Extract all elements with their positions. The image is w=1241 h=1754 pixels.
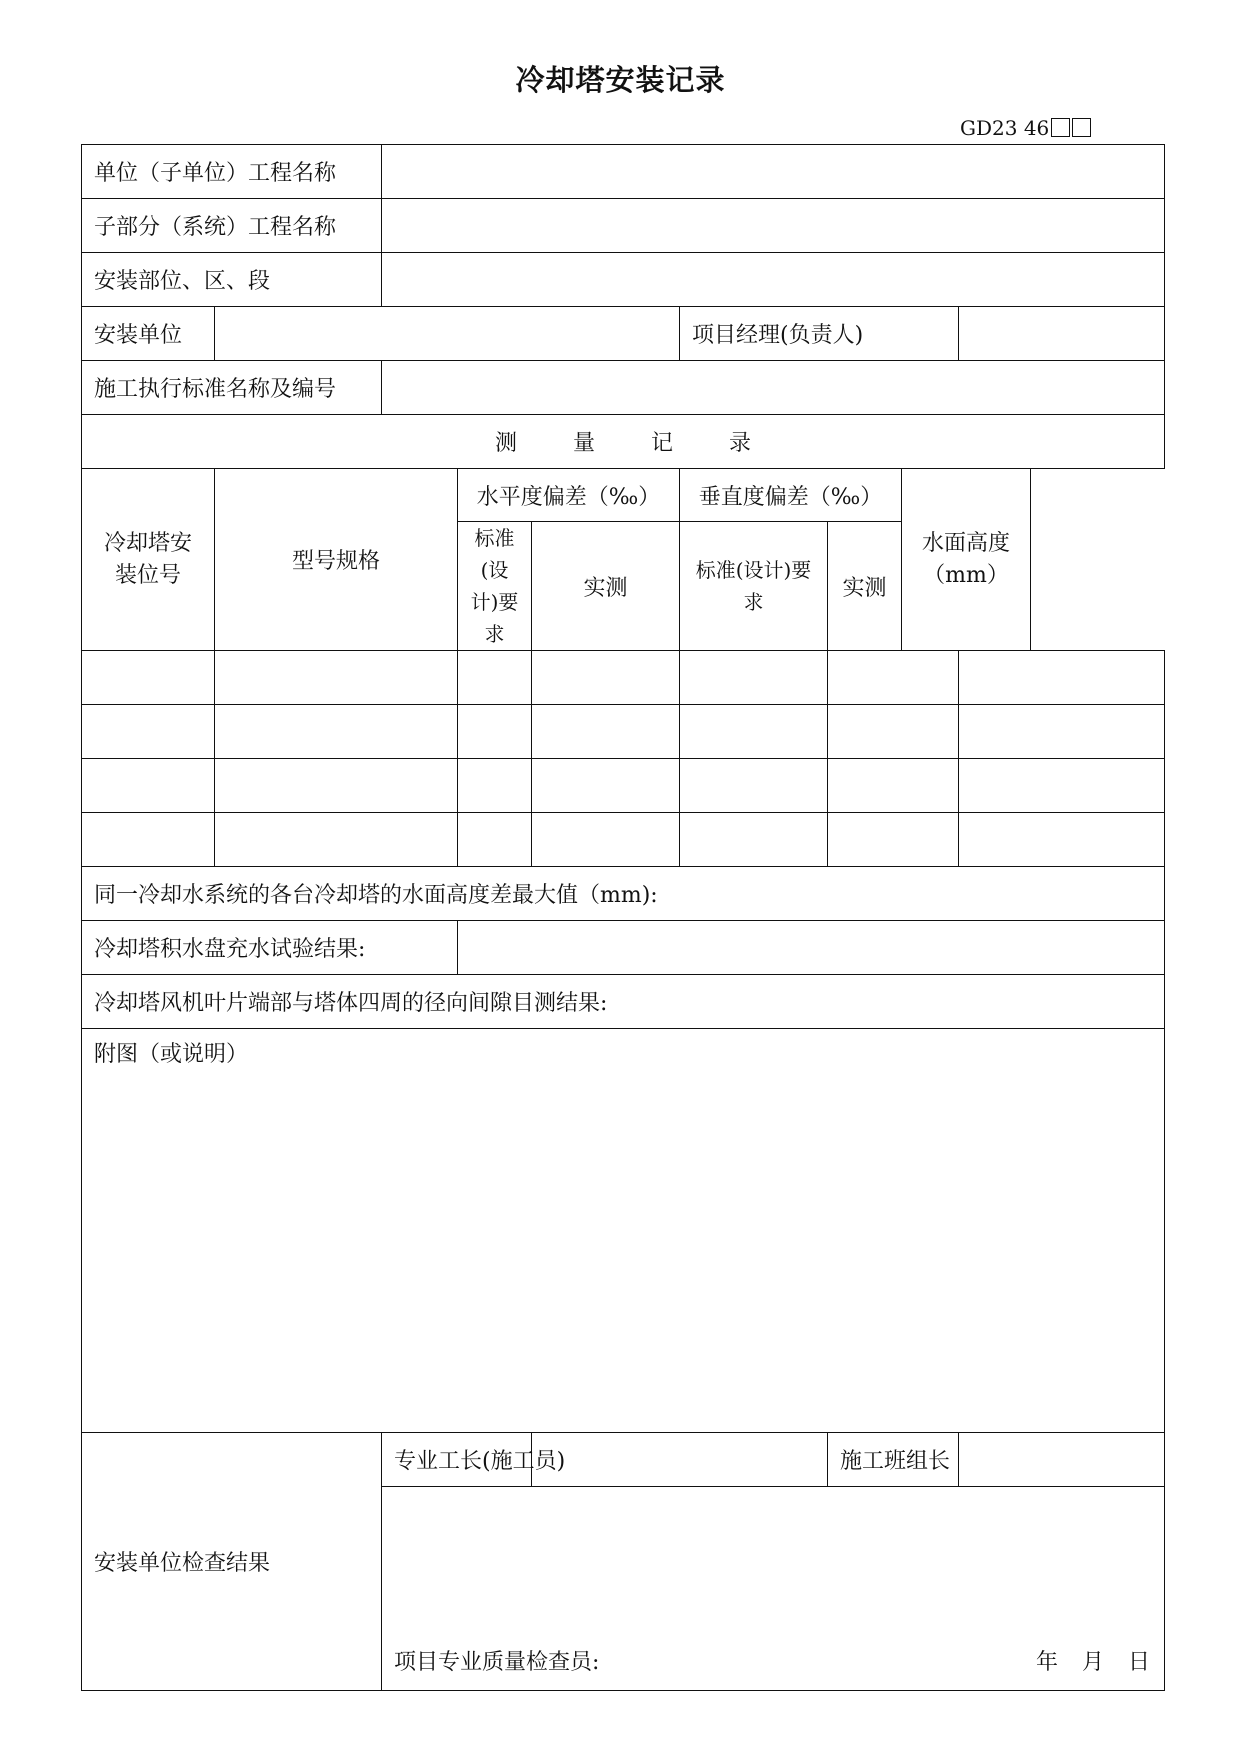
install-unit-field[interactable] <box>215 307 680 361</box>
table-row <box>82 759 1165 813</box>
measure-char: 量 <box>572 431 595 456</box>
unit-project-label: 单位（子单位）工程名称 <box>82 145 382 199</box>
water-height-header: 水面高度（mm） <box>902 469 1031 651</box>
cell-vert-measured[interactable] <box>828 813 959 867</box>
level-measured-header: 实测 <box>532 522 680 651</box>
measure-record-heading <box>82 415 1165 469</box>
measure-char: 测 <box>494 431 517 456</box>
level-dev-header: 水平度偏差（‰） <box>458 469 680 522</box>
month-label: 月 <box>1081 1650 1104 1675</box>
fill-test-field[interactable] <box>458 921 1165 975</box>
sub-project-field[interactable] <box>382 199 1165 253</box>
unit-project-field[interactable] <box>382 145 1165 199</box>
check-result-text: 安装单位检查结果 <box>94 1551 271 1576</box>
measure-char: 记 <box>651 431 674 456</box>
date-fields <box>1012 1645 1150 1676</box>
standard-label: 施工执行标准名称及编号 <box>82 361 382 415</box>
level-std-header: 标准(设计)要求 <box>458 522 532 651</box>
attachment-label: 附图（或说明） <box>94 1042 249 1067</box>
foreman-label: 专业工长(施工员) <box>382 1433 532 1487</box>
cell-water-height[interactable] <box>959 759 1165 813</box>
cell-level-std[interactable] <box>458 705 532 759</box>
code-box-icon <box>1051 118 1070 137</box>
record-table <box>81 144 1165 1691</box>
max-diff-label: 同一冷却水系统的各台冷却塔的水面高度差最大值（mm): <box>82 867 1165 921</box>
cell-level-measured[interactable] <box>532 759 680 813</box>
cell-vert-std[interactable] <box>680 813 828 867</box>
project-manager-field[interactable] <box>959 307 1165 361</box>
form-code-text: GD23 46 <box>960 116 1050 140</box>
form-code <box>960 116 1091 140</box>
cell-tower-no[interactable] <box>82 759 215 813</box>
day-label: 日 <box>1128 1650 1151 1675</box>
cell-model[interactable] <box>215 705 458 759</box>
cell-model[interactable] <box>215 813 458 867</box>
check-result-label <box>82 1433 382 1691</box>
table-row <box>82 813 1165 867</box>
location-label: 安装部位、区、段 <box>82 253 382 307</box>
sub-project-label: 子部分（系统）工程名称 <box>82 199 382 253</box>
tower-no-header: 冷却塔安装位号 <box>82 469 215 651</box>
table-row <box>82 705 1165 759</box>
team-leader-label: 施工班组长 <box>828 1433 959 1487</box>
cell-model[interactable] <box>215 651 458 705</box>
project-manager-label: 项目经理(负责人) <box>680 307 959 361</box>
cell-tower-no[interactable] <box>82 705 215 759</box>
cell-vert-std[interactable] <box>680 759 828 813</box>
cell-vert-measured[interactable] <box>828 759 959 813</box>
page-title: 冷却塔安装记录 <box>515 63 726 97</box>
attachment-area[interactable] <box>82 1029 1165 1433</box>
cell-level-measured[interactable] <box>532 705 680 759</box>
fan-gap-label: 冷却塔风机叶片端部与塔体四周的径向间隙目测结果: <box>82 975 1165 1029</box>
cell-water-height[interactable] <box>959 651 1165 705</box>
vert-measured-header: 实测 <box>828 522 902 651</box>
vert-std-header: 标准(设计)要求 <box>680 522 828 651</box>
cell-water-height[interactable] <box>959 705 1165 759</box>
fill-test-label: 冷却塔积水盘充水试验结果: <box>82 921 458 975</box>
measure-char: 录 <box>729 431 752 456</box>
model-header: 型号规格 <box>215 469 458 651</box>
standard-field[interactable] <box>382 361 1165 415</box>
cell-vert-measured[interactable] <box>828 705 959 759</box>
cell-water-height[interactable] <box>959 813 1165 867</box>
cell-model[interactable] <box>215 759 458 813</box>
cell-level-std[interactable] <box>458 759 532 813</box>
cell-tower-no[interactable] <box>82 813 215 867</box>
location-field[interactable] <box>382 253 1165 307</box>
cell-level-std[interactable] <box>458 651 532 705</box>
table-row <box>82 651 1165 705</box>
cell-level-std[interactable] <box>458 813 532 867</box>
cell-vert-std[interactable] <box>680 651 828 705</box>
foreman-field[interactable] <box>532 1433 828 1487</box>
cell-vert-std[interactable] <box>680 705 828 759</box>
cell-tower-no[interactable] <box>82 651 215 705</box>
cell-level-measured[interactable] <box>532 813 680 867</box>
team-leader-field[interactable] <box>959 1433 1165 1487</box>
cell-vert-measured[interactable] <box>828 651 959 705</box>
year-label: 年 <box>1035 1650 1058 1675</box>
vert-dev-header: 垂直度偏差（‰） <box>680 469 902 522</box>
install-unit-label: 安装单位 <box>82 307 215 361</box>
cell-level-measured[interactable] <box>532 651 680 705</box>
inspector-label: 项目专业质量检查员: <box>394 1650 600 1675</box>
inspection-area[interactable] <box>382 1487 1165 1691</box>
code-box-icon <box>1072 118 1091 137</box>
